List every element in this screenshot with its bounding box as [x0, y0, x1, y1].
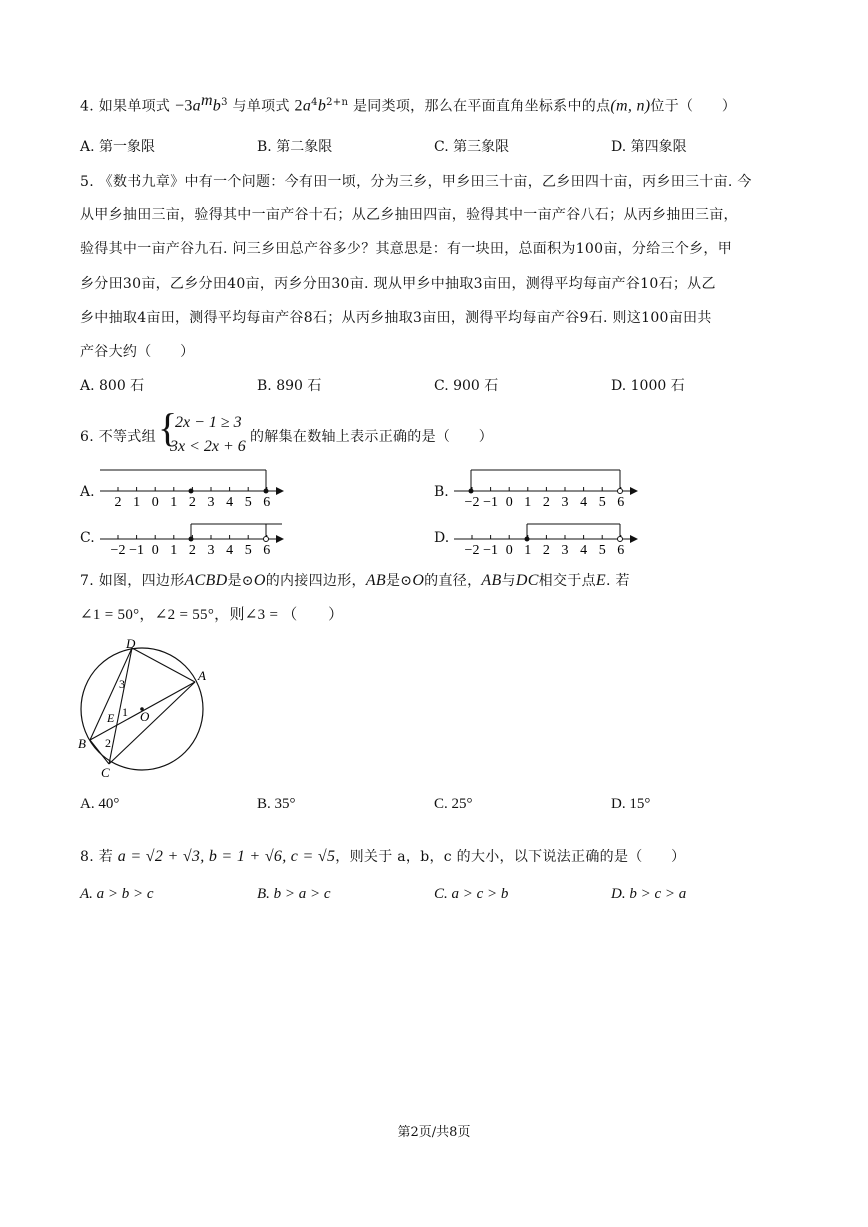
number-line-b-tick-label: 6 [617, 495, 625, 510]
number-line-a-tick-label: 6 [263, 495, 271, 510]
number-line-d-tick-label: 6 [617, 543, 625, 558]
q6-brace: { [158, 405, 178, 450]
q4-option-a[interactable]: A. 第一象限 [80, 139, 156, 155]
q6-label-d[interactable]: D. [434, 530, 450, 546]
number-line-d [452, 514, 652, 564]
number-line-b-tick-label: 2 [542, 495, 550, 510]
q7-option-c[interactable]: C. 25° [434, 796, 473, 812]
q5-line-2: 从甲乡抽田三亩，验得其中一亩产谷十石；从乙乡抽田四亩，验得其中一亩产谷八石；从丙乡抽田三亩， [80, 207, 738, 223]
number-line-a-tick-label: 2 [188, 495, 196, 510]
q7-line-2: ∠1 = 50°，∠2 = 55°，则∠3 = （ ） [80, 607, 344, 623]
number-line-c [98, 514, 298, 564]
number-line-d-tick-label: 4 [580, 543, 588, 558]
number-line-d-tick-label: 3 [561, 543, 569, 558]
q8-option-c[interactable]: C. a > c > b [434, 886, 509, 902]
q4-stem: 4. 如果单项式 $-3a^mb^3$ 与单项式 $2a^4b^{2+n}$ 是同类项，那么在平面直角坐标系中的点(m, n)位于（ ） [80, 92, 737, 115]
q7-circle-figure [72, 634, 222, 784]
number-line-b-tick-label: 4 [580, 495, 588, 510]
q5-line-5: 乡中抽取4亩田，测得平均每亩产谷8石；从丙乡抽取3亩田，测得平均每亩产谷9石. 则这100亩田共 [80, 310, 712, 326]
number-line-a-tick-label: 0 [151, 495, 159, 510]
q7-option-d[interactable]: D. 15° [611, 796, 651, 812]
q6-tail: 的解集在数轴上表示正确的是（ ） [250, 429, 494, 445]
number-line-a-tick-label: 2 [114, 495, 122, 510]
q4-option-c[interactable]: C. 第三象限 [434, 139, 510, 155]
q6-inequality-2: 3x < 2x + 6 [170, 438, 246, 455]
q8-stem: 8. 若 a = √2 + √3, b = 1 + √6, c = √5，则关于 a，b，c 的大小，以下说法正确的是（ ） [80, 848, 686, 865]
label-angle-1: 1 [122, 705, 128, 719]
q6-label-c[interactable]: C. [80, 530, 95, 546]
q6-label-a[interactable]: A. [80, 484, 95, 500]
number-line-d-tick-label: −1 [483, 543, 499, 558]
label-b: B [78, 736, 86, 751]
number-line-c-tick-label: −1 [129, 543, 145, 558]
q8-option-d[interactable]: D. b > c > a [611, 886, 687, 902]
number-line-c-tick-label: 1 [170, 543, 178, 558]
number-line-d-tick-label: 0 [505, 543, 513, 558]
q5-option-b[interactable]: B. 890 石 [257, 378, 322, 394]
number-line-b-tick-label: 1 [524, 495, 532, 510]
number-line-d-tick-label: −2 [464, 543, 480, 558]
label-c: C [101, 765, 110, 780]
number-line-a-tick-label: 3 [207, 495, 215, 510]
number-line-b-tick-label: 3 [561, 495, 569, 510]
label-d: D [126, 636, 136, 651]
number-line-d-tick-label: 1 [524, 543, 532, 558]
q8-option-a[interactable]: A. a > b > c [80, 886, 154, 902]
label-a: A [198, 668, 206, 683]
number-line-b-tick-label: −2 [464, 495, 480, 510]
q5-line-6: 产谷大约（ ） [80, 344, 195, 360]
number-line-b-tick-label: −1 [483, 495, 499, 510]
number-line-c-tick-label: 0 [151, 543, 159, 558]
q5-option-d[interactable]: D. 1000 石 [611, 378, 685, 394]
q5-option-a[interactable]: A. 800 石 [80, 378, 145, 394]
number-line-c-tick-label: 2 [188, 543, 196, 558]
number-line-b [452, 466, 652, 516]
q6-label-b[interactable]: B. [434, 484, 449, 500]
number-line-a-tick-label: 1 [133, 495, 141, 510]
q4-option-d[interactable]: D. 第四象限 [611, 139, 687, 155]
q8-option-b[interactable]: B. b > a > c [257, 886, 331, 902]
label-angle-3: 3 [119, 677, 125, 691]
q6-inequality-1: 2x − 1 ≥ 3 [175, 414, 242, 431]
q5-line-1: 5. 《数书九章》中有一个问题：今有田一顷，分为三乡，甲乡田三十亩，乙乡田四十亩，丙乡田三十亩. 今 [80, 174, 752, 190]
number-line-b-tick-label: 5 [598, 495, 606, 510]
number-line-c-tick-label: 5 [244, 543, 252, 558]
number-line-a-tick-label: 4 [226, 495, 234, 510]
q5-line-3: 验得其中一亩产谷九石. 问三乡田总产谷多少？其意思是：有一块田，总面积为100亩，分给三个乡，甲 [80, 241, 733, 257]
q7-option-b[interactable]: B. 35° [257, 796, 296, 812]
label-angle-2: 2 [105, 736, 111, 750]
number-line-d-tick-label: 5 [598, 543, 606, 558]
number-line-a-tick-label: 5 [244, 495, 252, 510]
q5-line-4: 乡分田30亩，乙乡分田40亩，丙乡分田30亩. 现从甲乡中抽取3亩田，测得平均每亩产谷10石；从乙 [80, 276, 716, 292]
label-o: O [140, 709, 150, 724]
q7-option-a[interactable]: A. 40° [80, 796, 120, 812]
number-line-c-tick-label: 6 [263, 543, 271, 558]
number-line-a-tick-label: 1 [170, 495, 178, 510]
number-line-b-tick-label: 0 [505, 495, 513, 510]
label-e: E [107, 711, 115, 725]
q5-option-c[interactable]: C. 900 石 [434, 378, 499, 394]
q6-number: 6. 不等式组 [80, 429, 156, 445]
q7-line-1: 7. 如图，四边形ACBD是⊙O的内接四边形，AB是⊙O的直径，AB与DC相交于点E. 若 [80, 572, 630, 589]
number-line-a [98, 466, 298, 516]
number-line-d-tick-label: 2 [542, 543, 550, 558]
number-line-c-tick-label: 3 [207, 543, 215, 558]
q4-option-b[interactable]: B. 第二象限 [257, 139, 333, 155]
page-footer: 第2页/共8页 [397, 1125, 471, 1140]
number-line-c-tick-label: −2 [110, 543, 126, 558]
number-line-c-tick-label: 4 [226, 543, 234, 558]
